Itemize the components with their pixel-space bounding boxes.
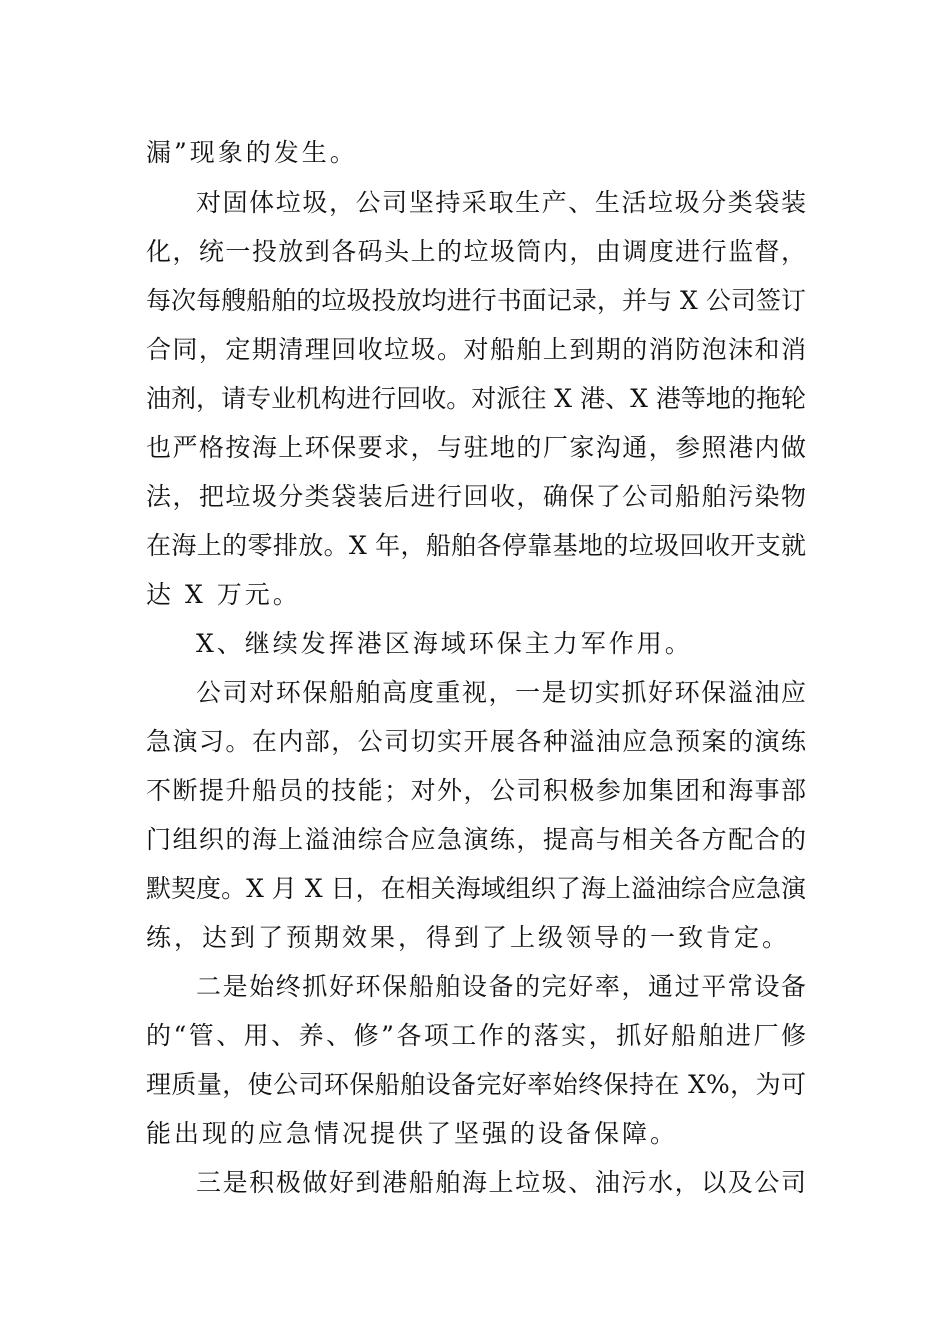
text-line: 油剂，请专业机构进行回收。对派往 X 港、X 港等地的拖轮	[146, 384, 806, 413]
text-line: 漏”现象的发生。	[146, 138, 358, 167]
paragraph-solid-waste-line: 对固体垃圾，公司坚持采取生产、生活垃圾分类袋装	[196, 188, 806, 217]
text-line: 每次每艘船舶的垃圾投放均进行书面记录，并与 X 公司签订	[146, 286, 806, 315]
paragraph-equipment-line: 二是始终抓好环保船舶设备的完好率，通过平常设备	[196, 972, 806, 1001]
text-line: 不断提升船员的技能；对外，公司积极参加集团和海事部	[146, 776, 806, 805]
section-heading: X、继续发挥港区海域环保主力军作用。	[196, 629, 693, 658]
text-line: 练，达到了预期效果，得到了上级领导的一致肯定。	[146, 923, 791, 952]
text-line: 化，统一投放到各码头上的垃圾筒内，由调度进行监督，	[146, 237, 806, 266]
text-line: 能出现的应急情况提供了坚强的设备保障。	[146, 1119, 679, 1148]
text-line: 在海上的零排放。X 年，船舶各停靠基地的垃圾回收开支就	[146, 531, 806, 560]
text-line: 默契度。X 月 X 日，在相关海域组织了海上溢油综合应急演	[146, 874, 806, 903]
text-line: 合同，定期清理回收垃圾。对船舶上到期的消防泡沫和消	[146, 335, 806, 364]
text-line: 门组织的海上溢油综合应急演练，提高与相关各方配合的	[146, 825, 806, 854]
text-line: 法，把垃圾分类袋装后进行回收，确保了公司船舶污染物	[146, 482, 806, 511]
paragraph-emergency-drill-line: 公司对环保船舶高度重视，一是切实抓好环保溢油应	[196, 678, 806, 707]
text-line: 也严格按海上环保要求，与驻地的厂家沟通，参照港内做	[146, 433, 806, 462]
paragraph-garbage-collection-line: 三是积极做好到港船舶海上垃圾、油污水，以及公司	[196, 1168, 806, 1197]
text-line: 急演习。在内部，公司切实开展各种溢油应急预案的演练	[146, 727, 806, 756]
text-line: 理质量，使公司环保船舶设备完好率始终保持在 X%，为可	[146, 1070, 806, 1099]
text-line: 的“管、用、养、修”各项工作的落实，抓好船舶进厂修	[146, 1021, 806, 1050]
text-line: 达 X 万元。	[146, 580, 301, 609]
